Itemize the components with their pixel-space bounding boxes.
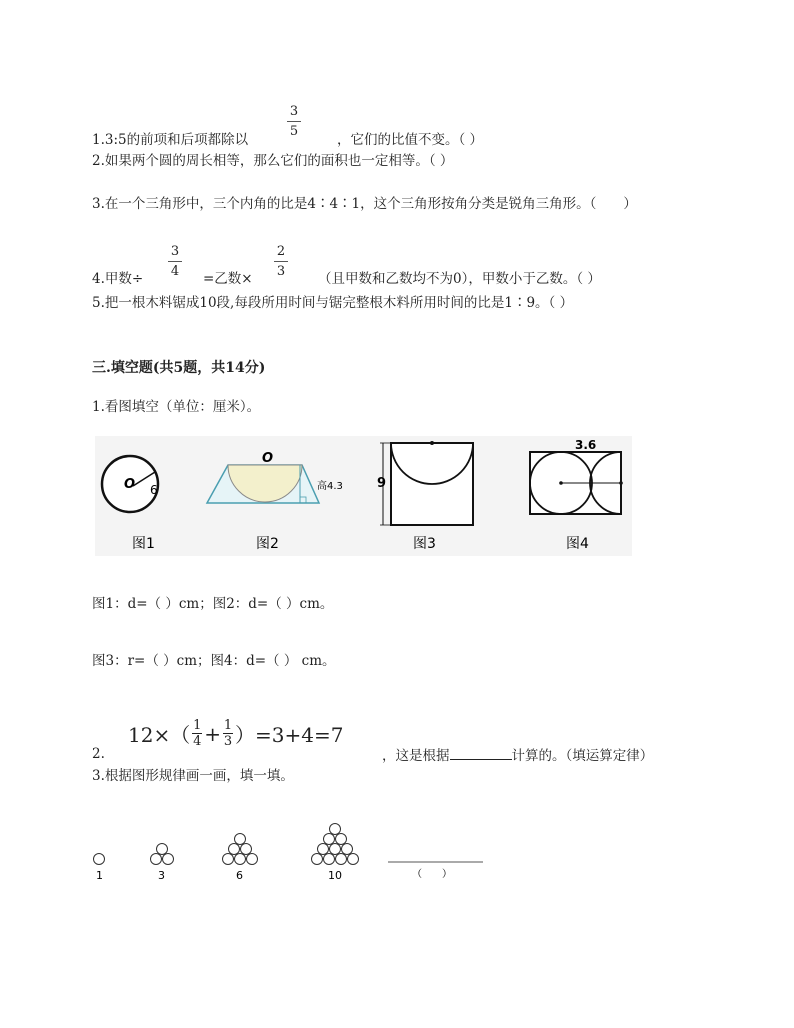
caption-fig2: 图2 <box>256 536 279 552</box>
judge-q5: 5.把一根木料锯成10段,每段所用时间与锯完整根木料所用时间的比是1∶9。（ ） <box>92 295 574 311</box>
caption-fig3: 图3 <box>413 536 436 552</box>
fraction-numerator: 3 <box>170 244 180 259</box>
fraction-numerator: 1 <box>193 718 202 733</box>
section-title: 三.填空题(共5题，共14分) <box>92 360 266 376</box>
fraction-numerator: 1 <box>223 718 233 733</box>
judge-q4-prefix: 4.甲数÷ <box>92 271 144 287</box>
judge-q1-fraction <box>286 104 302 139</box>
pattern-1-circle <box>94 854 105 865</box>
fill-q2-number: 2. <box>92 746 105 762</box>
fill-answer-line-2: 图3：r=（ ）cm；图4：d=（ ） cm。 <box>92 653 336 669</box>
judge-q4-fraction-1 <box>167 244 183 279</box>
circle-pattern <box>88 815 498 885</box>
fill-q1-title: 1.看图填空（单位：厘米）。 <box>92 399 261 415</box>
fill-answer-line-1: 图1：d=（ ）cm；图2：d=（ ）cm。 <box>92 596 334 612</box>
fill-q2-text-before: ，这是根据 <box>382 748 450 764</box>
judge-q4-mid: =乙数× <box>203 271 253 287</box>
pattern-label-10: 10 <box>328 869 342 882</box>
fig1-center-label: O <box>124 477 136 492</box>
fill-q2-text <box>382 745 653 765</box>
fig2-height-label: 高4.3 <box>317 481 343 492</box>
judge-q1-left: 1.3:5的前项和后项都除以 <box>92 132 249 148</box>
pattern-label-3: 3 <box>158 869 165 882</box>
formula-fraction-1 <box>192 719 202 748</box>
fig2-center-label: O <box>262 451 274 466</box>
figures-panel <box>95 436 632 556</box>
figure-1-circle <box>102 456 158 512</box>
figure-3-square <box>377 441 473 525</box>
fill-q2-text-after: 计算的。（填运算定律） <box>511 748 654 764</box>
fraction-denominator: 3 <box>223 734 233 749</box>
judge-q4-fraction-2 <box>273 244 289 279</box>
pattern-label-1: 1 <box>96 869 103 882</box>
fill-q3-title: 3.根据图形规律画一画，填一填。 <box>92 768 294 784</box>
formula-fraction-2 <box>223 719 233 748</box>
fraction-denominator: 3 <box>276 264 286 279</box>
fraction-numerator: 2 <box>276 244 286 259</box>
fig3-side-label: 9 <box>377 476 387 491</box>
fraction-denominator: 4 <box>193 734 202 749</box>
judge-q4-suffix: （且甲数和乙数均不为0），甲数小于乙数。（ ） <box>318 271 601 287</box>
judge-q2: 2.如果两个圆的周长相等，那么它们的面积也一定相等。（ ） <box>92 153 454 169</box>
fraction-denominator: 4 <box>170 264 180 279</box>
formula-left: 12×（ <box>128 723 191 747</box>
fill-q2-formula <box>128 719 343 748</box>
pattern-label-6: 6 <box>236 869 243 882</box>
formula-right: ）=3+4=7 <box>234 723 344 747</box>
judge-q1-right: ，它们的比值不变。（ ） <box>337 132 484 148</box>
fraction-denominator: 5 <box>289 124 299 139</box>
formula-plus: + <box>204 721 221 746</box>
pattern-answer-label: （ ） <box>412 869 452 880</box>
fig1-radius-label: 6 <box>150 483 158 497</box>
fig4-length-label: 3.6 <box>575 438 597 452</box>
fill-q2-blank[interactable] <box>450 745 512 760</box>
caption-fig4: 图4 <box>566 536 589 552</box>
fraction-numerator: 3 <box>289 104 299 119</box>
judge-q3: 3.在一个三角形中，三个内角的比是4∶4∶1，这个三角形按角分类是锐角三角形。（ ） <box>92 196 637 212</box>
caption-fig1: 图1 <box>132 536 155 552</box>
